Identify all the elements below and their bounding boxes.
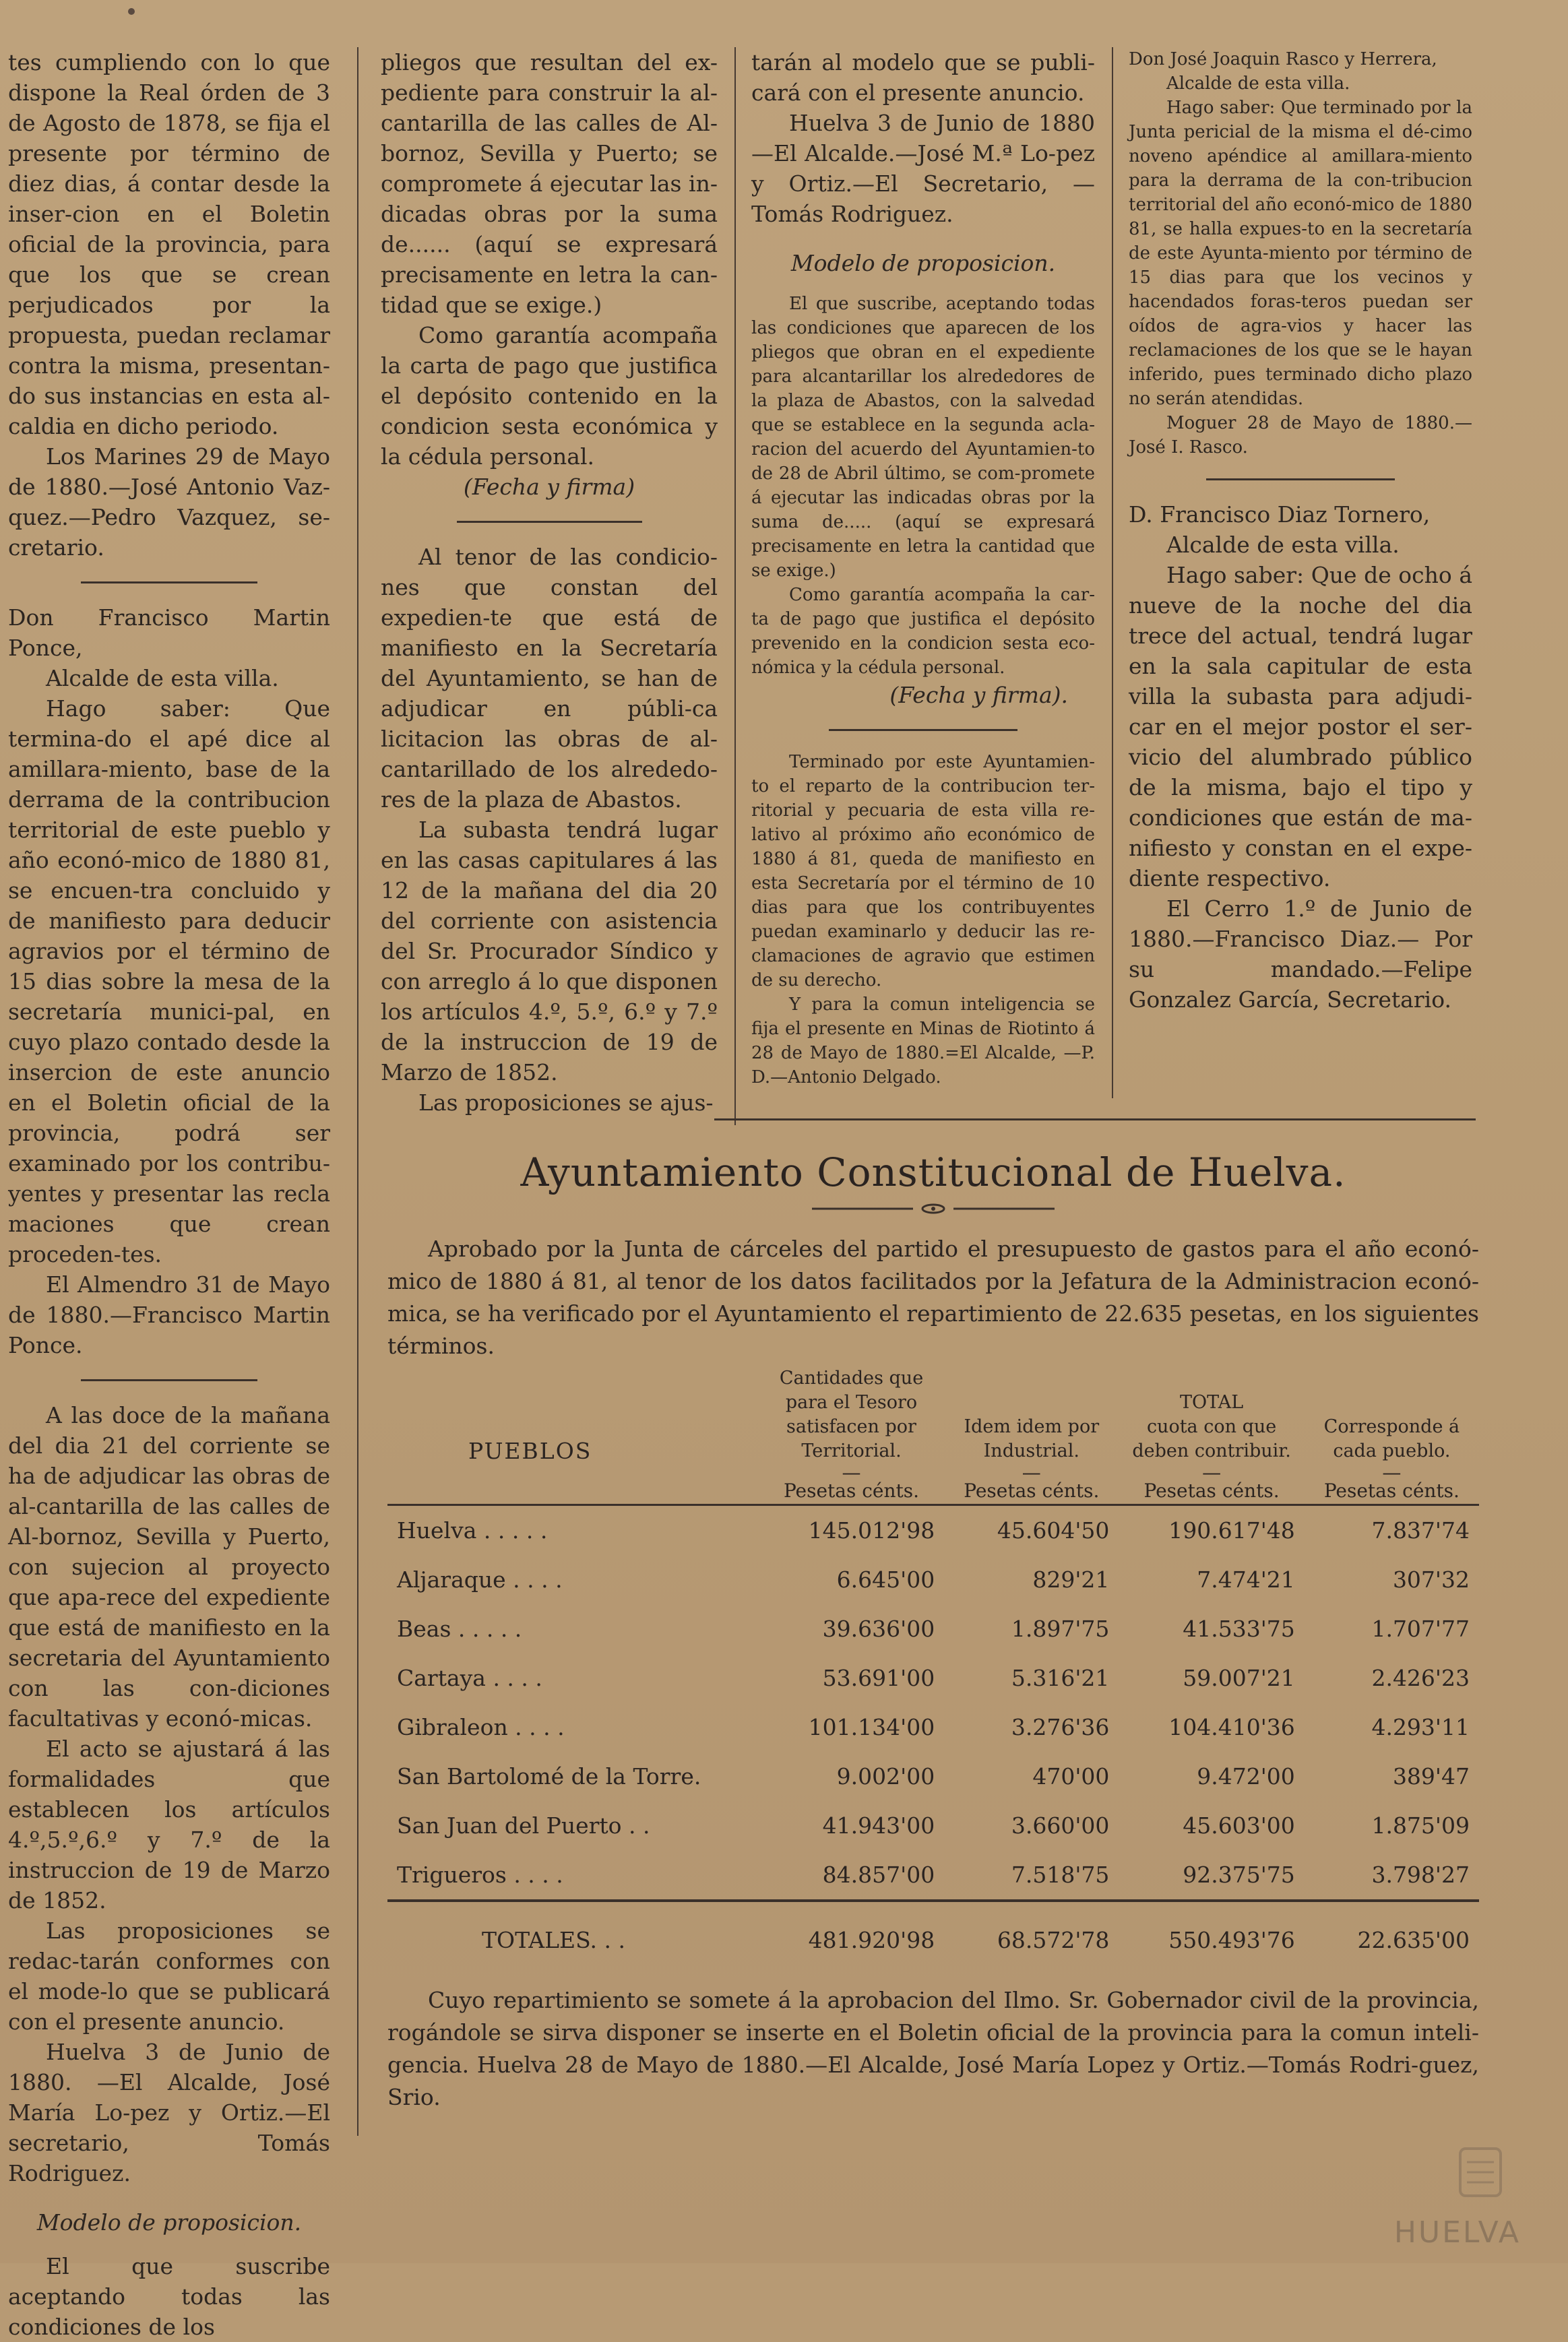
notice-paragraph: pliegos que resultan del ex-pediente para construir la al-cantarilla de las calles de Al-bornoz, Sevilla y Puerto; se compromete á ejecutar las in-dicadas obras por la suma de...... (aquí se expresará precisamente en letra la can-tidad que se exige.) <box>381 49 718 318</box>
notice-divider <box>81 581 258 583</box>
notice-paragraph: Hago saber: Que de ocho á nueve de la noche del dia trece del actual, tendrá lugar en la sala capitular de esta villa la subasta para adjudi-car en el mejor postor el ser-vicio del alumbrado público de la misma, bajo el tipo y condiciones que están de ma-nifiesto y constan en el expe-diente respectivo. <box>1129 562 1472 891</box>
notice-divider <box>457 521 642 523</box>
col-territorial: Cantidades que para el Tesoro satisfacen por Territorial. <box>779 1368 924 1461</box>
totals-total: 550.493'76 <box>1119 1901 1304 1971</box>
model-body <box>751 292 1095 680</box>
column-1 <box>8 47 330 2342</box>
notice-header <box>8 602 330 693</box>
section-title: Ayuntamiento Constitucional de Huelva. <box>520 1149 1346 1195</box>
totals-row <box>387 1901 1479 1971</box>
notice-paragraph: El acto se ajustará á las formalidades que establecen los artículos 4.º,5.º,6.º y 7.º de la instruccion de 19 de Marzo de 1852. <box>8 1736 330 1913</box>
col-corresponde: Corresponde á cada pueblo. <box>1323 1416 1460 1461</box>
territorial-value: 101.134'00 <box>808 1714 935 1740</box>
corresponde-value: 389'47 <box>1392 1763 1470 1790</box>
territorial-value: 53.691'00 <box>822 1665 935 1691</box>
header-line: Alcalde de esta villa. <box>1166 532 1400 558</box>
units-cell <box>1119 1463 1304 1505</box>
industrial-value: 45.604'50 <box>997 1517 1110 1544</box>
notice-header <box>1129 499 1472 560</box>
notice-paragraph: Y para la comun inteligencia se fija el presente en Minas de Riotinto á 28 de Mayo de 1880.=El Alcalde, —P. D.—Antonio Delgado. <box>751 994 1095 1087</box>
unit-dash: — <box>1022 1461 1041 1484</box>
table-row <box>387 1604 1479 1653</box>
notice-signature: Huelva 3 de Junio de 1880 —El Alcalde.—José M.ª Lo-pez y Ortiz.—El Secretario, —Tomás Rodriguez. <box>751 110 1095 227</box>
column-rule <box>1112 47 1113 1098</box>
huelva-section <box>387 1145 1479 2114</box>
header-line: Alcalde de esta villa. <box>1166 73 1350 94</box>
notice-paragraph: El que suscribe aceptando todas las condiciones de los <box>8 2253 330 2340</box>
notice-paragraph: Como garantía acompaña la car-ta de pago que justifica el depósito prevenido en la condicion sesta eco-nómica y la cédula personal. <box>751 585 1095 678</box>
table-header-row <box>387 1366 1479 1463</box>
corresponde-value: 1.707'77 <box>1371 1616 1470 1642</box>
print-mark <box>128 8 135 15</box>
notice-paragraph: A las doce de la mañana del dia 21 del corriente se ha de adjudicar las obras de al-cantarilla de las calles de Al-bornoz, Sevilla y Puerto, con sujecion al proyecto que apa-rece del expediente que está de manifiesto en la secretaria del Ayuntamiento con las con-diciones facultativas y econó-micas. <box>8 1402 330 1732</box>
column-4 <box>1129 47 1472 1015</box>
unit-dash: — <box>1382 1461 1402 1484</box>
industrial-value: 3.276'36 <box>1011 1714 1110 1740</box>
notice-paragraph: Como garantía acompaña la carta de pago que justifica el depósito contenido en la condicion sesta económica y la cédula personal. <box>381 322 718 470</box>
notice-divider <box>1206 478 1395 480</box>
notice-paragraph: tes cumpliendo con lo que dispone la Real órden de 3 de Agosto de 1878, se fija el presente por término de diez dias, á contar desde la inser-cion en el Boletin oficial de la provincia, para que los que se crean perjudicados por la propuesta, puedan reclamar contra la misma, presentan-do sus instancias en esta al-caldia en dicho periodo. <box>8 49 330 439</box>
section-closing: Cuyo repartimiento se somete á la aprobacion del Ilmo. Sr. Gobernador civil de la provincia, rogándole se sirva disponer se inserte en el Boletin oficial de la provincia para la comun inteli-gencia. Huelva 28 de Mayo de 1880.—El Alcalde, José María Lopez y Ortiz.—Tomás Rodri-guez, Srio. <box>387 1987 1479 2110</box>
totals-corresponde: 22.635'00 <box>1305 1901 1479 1971</box>
total-value: 92.375'75 <box>1183 1862 1295 1888</box>
notice-header <box>1129 47 1472 96</box>
table-row <box>387 1505 1479 1556</box>
notice-paragraph: Hago saber: Que terminado por la Junta pericial de la misma el dé-cimo noveno apéndice al amillara-miento para la derrama de la con-tribucion territorial del año econó-mico de 1880 81, se halla expues-to en la secretaría de este Ayunta-miento por término de 15 dias para que los vecinos y hacendados foras-teros puedan ser oídos de agra-vios y hacer las reclamaciones de los que se le hayan inferido, pues terminado dicho plazo no serán atendidas. <box>1129 98 1472 409</box>
total-value: 45.603'00 <box>1183 1812 1295 1839</box>
column-2 <box>381 47 718 1118</box>
table-row <box>387 1703 1479 1752</box>
unit-label: Pesetas cénts. <box>1143 1479 1280 1502</box>
total-value: 9.472'00 <box>1197 1763 1295 1790</box>
units-cell <box>759 1463 944 1505</box>
column-3 <box>751 47 1095 1089</box>
notice-paragraph: El que suscribe, aceptando todas las condiciones que aparecen de los pliegos que obran en el expediente para alcantarillar los alrededores de la plaza de Abastos, con la salvedad que se establece en la segunda acla-racion del acuerdo del Ayuntamien-to de 28 de Abril último, se com-promete á ejecutar las indicadas obras por la suma de..... (aquí se expresará precisamente en letra la cantidad que se exige.) <box>751 294 1095 581</box>
pueblo-name: Cartaya . . . . <box>397 1665 542 1691</box>
total-value: 59.007'21 <box>1183 1665 1295 1691</box>
pueblo-name: San Bartolomé de la Torre. <box>397 1763 701 1790</box>
unit-label: Pesetas cénts. <box>1323 1479 1460 1502</box>
notice-signature: Moguer 28 de Mayo de 1880.— José I. Rasco. <box>1129 413 1472 457</box>
table-row <box>387 1653 1479 1703</box>
header-line: Alcalde de esta villa. <box>46 665 279 691</box>
repartimiento-table <box>387 1366 1479 1971</box>
corresponde-value: 4.293'11 <box>1371 1714 1470 1740</box>
pueblo-name: Gibraleon . . . . <box>397 1714 565 1740</box>
unit-dash: — <box>1202 1461 1222 1484</box>
pueblo-name: Huelva . . . . . <box>397 1517 548 1544</box>
model-signature: (Fecha y firma). <box>889 682 1068 708</box>
corresponde-value: 2.426'23 <box>1371 1665 1470 1691</box>
model-signature: (Fecha y firma) <box>463 474 635 500</box>
table-units-row <box>387 1463 1479 1505</box>
notice-paragraph: Hago saber: Que termina-do el apé dice al amillara-miento, base de la derrama de la contribucion territorial de este pueblo y año econó-mico de 1880 81, se encuen-tra concluido y de manifiesto para deducir agravios por el término de 15 dias sobre la mesa de la secretaría munici-pal, en cuyo plazo contado desde la insercion de este anuncio en el Boletin oficial de la provincia, podrá ser examinado por los contribu-yentes y presentar las recla maciones que crean proceden-tes. <box>8 695 330 1267</box>
model-title: Modelo de proposicion. <box>36 2209 302 2236</box>
model-title: Modelo de proposicion. <box>790 250 1056 276</box>
totals-industrial: 68.572'78 <box>944 1901 1119 1971</box>
units-cell <box>1305 1463 1479 1505</box>
notice-signature: Huelva 3 de Junio de 1880. —El Alcalde, José María Lo-pez y Ortiz.—El secretario, Tomás Rodriguez. <box>8 2039 330 2186</box>
archive-watermark: HUELVA <box>1393 2215 1521 2250</box>
totals-label: TOTALES. . . <box>387 1901 759 1971</box>
notice-divider <box>829 729 1018 731</box>
col-total <box>1119 1366 1304 1463</box>
industrial-value: 829'21 <box>1032 1566 1110 1593</box>
section-intro: Aprobado por la Junta de cárceles del partido el presupuesto de gastos para el año econó-mico de 1880 á 81, al tenor de los datos facilitados por la Jefatura de la Administracion econó-mica, se ha verificado por el Ayuntamiento el repartimiento de 22.635 pesetas, en los siguientes términos. <box>387 1236 1479 1359</box>
corresponde-value: 307'32 <box>1392 1566 1470 1593</box>
territorial-value: 9.002'00 <box>836 1763 935 1790</box>
notice-body <box>751 750 1095 1089</box>
units-blank <box>387 1463 759 1505</box>
col-total-head: TOTAL <box>1180 1392 1244 1413</box>
table-row <box>387 1555 1479 1604</box>
totals-territorial: 481.920'98 <box>759 1901 944 1971</box>
pueblo-name: Trigueros . . . . <box>397 1862 563 1888</box>
territorial-value: 41.943'00 <box>822 1812 935 1839</box>
table-row <box>387 1801 1479 1850</box>
industrial-value: 3.660'00 <box>1011 1812 1110 1839</box>
col-pueblos: PUEBLOS <box>468 1438 592 1464</box>
notice-body <box>1129 96 1472 460</box>
notice-signature: El Almendro 31 de Mayo de 1880.—Francisco Martin Ponce. <box>8 1271 330 1358</box>
territorial-value: 6.645'00 <box>836 1566 935 1593</box>
total-value: 104.410'36 <box>1168 1714 1295 1740</box>
column-rule <box>734 47 736 1125</box>
table-row <box>387 1752 1479 1801</box>
territorial-value: 39.636'00 <box>822 1616 935 1642</box>
column-rule <box>357 47 358 1139</box>
table-row <box>387 1850 1479 1901</box>
industrial-value: 7.518'75 <box>1011 1862 1110 1888</box>
unit-label: Pesetas cénts. <box>964 1479 1100 1502</box>
pueblo-name: Aljaraque . . . . <box>397 1566 563 1593</box>
notice-divider <box>81 1379 258 1381</box>
industrial-value: 1.897'75 <box>1011 1616 1110 1642</box>
total-value: 7.474'21 <box>1197 1566 1295 1593</box>
section-rule <box>714 1118 1476 1120</box>
notice-paragraph: Las proposiciones se redac-tarán conformes con el mode-lo que se publicará con el presente anuncio. <box>8 1918 330 2035</box>
ornament-divider-icon <box>812 1202 1055 1215</box>
total-value: 41.533'75 <box>1183 1616 1295 1642</box>
notice-paragraph: La subasta tendrá lugar en las casas capitulares á las 12 de la mañana del dia 20 del corriente con asistencia del Sr. Procurador Síndico y con arreglo á lo que disponen los artículos 4.º, 5.º, 6.º y 7.º de la instruccion de 19 de Marzo de 1852. <box>381 817 718 1085</box>
pueblo-name: San Juan del Puerto . . <box>397 1812 650 1839</box>
unit-dash: — <box>842 1461 861 1484</box>
territorial-value: 145.012'98 <box>808 1517 935 1544</box>
col-total-sub: cuota con que deben contribuir. <box>1132 1416 1291 1461</box>
notice-paragraph: Al tenor de las condicio-nes que constan del expedien-te que está de manifiesto en la Secretaría del Ayuntamiento, se han de adjudicar en públi-ca licitacion las obras de al-cantarillado de los alrededo-res de la plaza de Abastos. <box>381 544 718 813</box>
notice-signature: Los Marines 29 de Mayo de 1880.—José Antonio Vaz-quez.—Pedro Vazquez, se-cretario. <box>8 443 330 561</box>
notice-paragraph: Terminado por este Ayuntamien-to el reparto de la contribucion ter-ritorial y pecuaria de esta villa re-lativo al próximo año económico de 1880 á 81, queda de manifiesto en esta Secretaría por el término de 10 dias para que los contribuyentes puedan examinarlo y deducir las re-clamaciones de agravio que estimen de su derecho. <box>751 752 1095 990</box>
units-cell <box>944 1463 1119 1505</box>
corresponde-value: 1.875'09 <box>1371 1812 1470 1839</box>
header-line: D. Francisco Diaz Tornero, <box>1129 501 1431 528</box>
pueblo-name: Beas . . . . . <box>397 1616 522 1642</box>
column-rule <box>357 1139 358 2136</box>
corresponde-value: 7.837'74 <box>1371 1517 1470 1544</box>
notice-signature: El Cerro 1.º de Junio de 1880.—Francisco Diaz.— Por su mandado.—Felipe Gonzalez García, Secretario. <box>1129 895 1472 1013</box>
notice-paragraph: Las proposiciones se ajus- <box>418 1089 714 1116</box>
header-line: Don José Joaquin Rasco y Herrera, <box>1129 49 1437 69</box>
col-industrial: Idem idem por Industrial. <box>964 1416 1100 1461</box>
territorial-value: 84.857'00 <box>822 1862 935 1888</box>
unit-label: Pesetas cénts. <box>783 1479 920 1502</box>
industrial-value: 5.316'21 <box>1011 1665 1110 1691</box>
notice-paragraph: tarán al modelo que se publi-cará con el presente anuncio. <box>751 49 1095 106</box>
industrial-value: 470'00 <box>1032 1763 1110 1790</box>
header-line: Don Francisco Martin Ponce, <box>8 604 330 661</box>
total-value: 190.617'48 <box>1168 1517 1295 1544</box>
corresponde-value: 3.798'27 <box>1371 1862 1470 1888</box>
